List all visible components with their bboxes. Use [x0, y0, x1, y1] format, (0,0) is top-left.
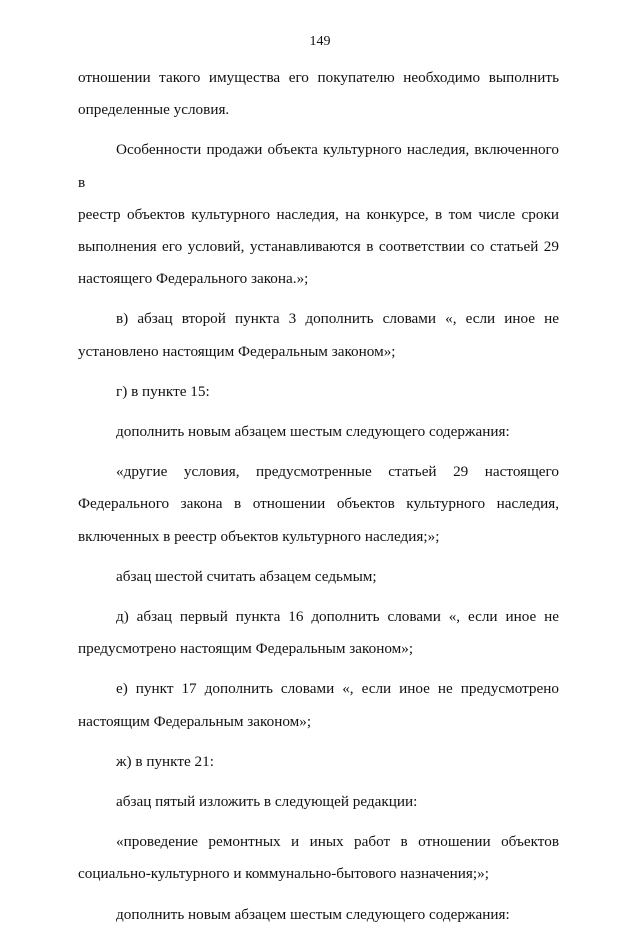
text-line: социально-культурного и коммунально-бытового назначения;»; — [78, 865, 489, 883]
text-line: предусмотрено настоящим Федеральным законом»; — [78, 640, 414, 658]
text-line: настоящим Федеральным законом»; — [78, 712, 312, 730]
text-line: г) в пункте 15: — [116, 382, 210, 400]
text-line: Особенности продажи объекта культурного наследия, включенного в — [78, 141, 559, 191]
paragraph — [78, 826, 559, 890]
paragraph — [78, 416, 559, 448]
paragraph — [78, 456, 559, 553]
paragraph — [78, 746, 559, 778]
text-line: в) абзац второй пункта 3 дополнить словами «, если иное не — [116, 310, 559, 328]
paragraph — [78, 601, 559, 665]
text-line: реестр объектов культурного наследия, на конкурсе, в том числе сроки — [78, 205, 559, 223]
text-line: установлено настоящим Федеральным законом»; — [78, 342, 396, 360]
paragraph — [78, 899, 559, 931]
paragraph — [78, 134, 559, 295]
text-line: отношении такого имущества его покупателю необходимо выполнить — [78, 69, 559, 86]
text-line: «другие условия, предусмотренные статьей 29 настоящего — [116, 463, 559, 481]
page-number: 149 — [309, 34, 331, 49]
paragraph — [78, 303, 559, 367]
text-line: выполнения его условий, устанавливаются в соответствии со статьей 29 — [78, 238, 559, 256]
text-line: ж) в пункте 21: — [116, 752, 214, 770]
text-line: абзац пятый изложить в следующей редакции: — [116, 793, 418, 811]
paragraph — [78, 673, 559, 737]
text-line: «проведение ремонтных и иных работ в отношении объектов — [116, 833, 559, 851]
document-body — [78, 62, 559, 931]
text-line: определенные условия. — [78, 101, 230, 119]
text-line: дополнить новым абзацем шестым следующего содержания: — [116, 905, 510, 923]
text-line: дополнить новым абзацем шестым следующего содержания: — [116, 423, 510, 441]
paragraph — [78, 62, 559, 126]
paragraph — [78, 561, 559, 593]
paragraph — [78, 376, 559, 408]
text-line: е) пункт 17 дополнить словами «, если иное не предусмотрено — [116, 680, 559, 698]
text-line: Федерального закона в отношении объектов культурного наследия, — [78, 495, 559, 513]
text-line: включенных в реестр объектов культурного наследия;»; — [78, 527, 440, 545]
paragraph — [78, 786, 559, 818]
text-line: абзац шестой считать абзацем седьмым; — [116, 567, 377, 585]
text-line: настоящего Федерального закона.»; — [78, 270, 309, 288]
text-line: д) абзац первый пункта 16 дополнить словами «, если иное не — [116, 608, 559, 626]
